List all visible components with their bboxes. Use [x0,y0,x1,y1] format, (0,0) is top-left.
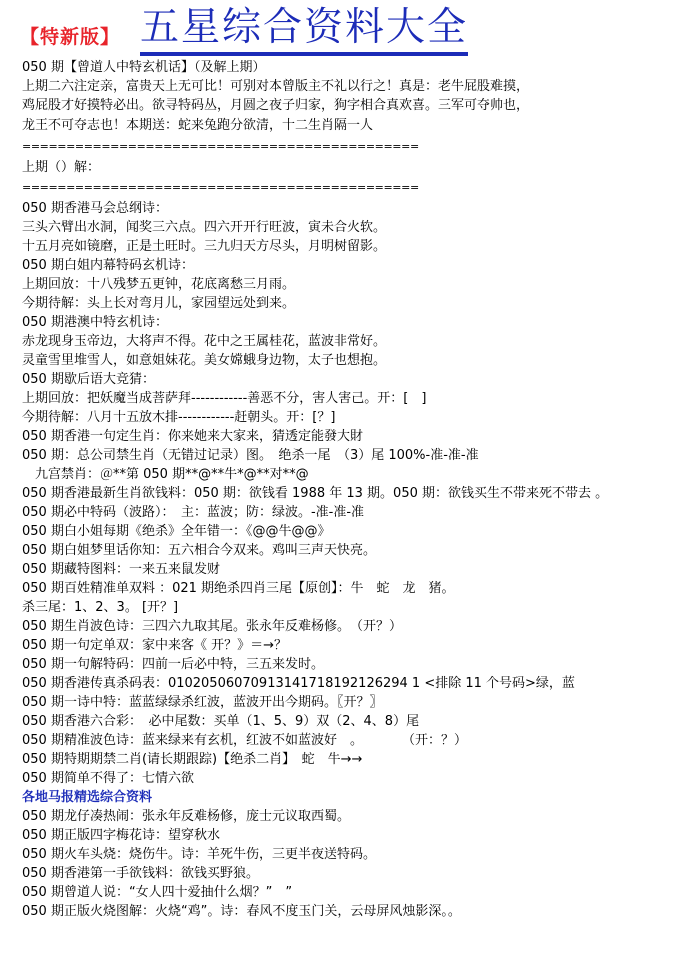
text-line: 鸡屁股才好摸特必出。欲寻特码丛，月圆之夜子归家，狗字相合真欢喜。三军可夺帅也， [22,98,530,113]
separator-line: ============================================= [22,181,419,194]
text-line: 龙王不可夺志也！本期送：蛇来兔跑分欲清，十二生肖隔一人 [22,118,374,133]
text-line: 050 期火车头烧：烧伤牛。诗：羊死牛伤，三更半夜送特码。 [22,847,376,862]
document-body [22,58,687,921]
text-line: 050 期正版火烧图解：火烧“鸡”。诗：春风不度玉门关，云母屏风烛影深。。 [22,904,461,919]
text-line: 050 期百姓精准单双料 ：021 期绝杀四肖三尾【原创】：牛 蛇 龙 猪。 [22,581,455,596]
text-line: 上期（）解： [22,160,101,175]
text-line: 050 期一诗中特：蓝蓝绿绿杀红波，蓝波开出今期码。〖开？〗 [22,695,383,710]
text-line: 050 期香港一句定生肖：你来她来大家来，猜透定能發大財 [22,429,363,444]
text-line: 050 期精准波色诗：蓝来绿来有玄机，红波不如蓝波好 。 （开：？） [22,733,467,748]
text-line: 050 期歇后语大竞猜： [22,372,155,387]
text-line: 050 期曾道人说：“女人四十爱抽什么烟？” ” [22,885,293,900]
page-header [0,0,690,60]
text-line: 今期待解：八月十五放木排------------赶朝头。开：[？] [22,410,336,425]
text-line: 050 期【曾道人中特玄机话】（及解上期） [22,60,266,75]
text-line: 050 期正版四字梅花诗：望穿秋水 [22,828,220,843]
text-line: 050 期一句解特码：四前一后必中特，三五来发时。 [22,657,324,672]
text-line: 杀三尾：1、2、3。 [开？] [22,600,179,615]
page-title: 五星综合资料大全 [140,6,468,56]
text-line: 050 期藏特图料：一来五来鼠发财 [22,562,220,577]
text-line: 050 期香港第一手欲钱料：欲钱买野狼。 [22,866,259,881]
text-line: 今期待解：头上长对弯月儿，家园望远处到来。 [22,296,296,311]
text-line: 上期回放：把妖魔当成菩萨拜------------善恶不分，害人害己。开：[ ] [22,391,427,406]
section-heading: 各地马报精选综合资料 [22,790,153,805]
text-line: 上期回放：十八残梦五更钟，花底离愁三月雨。 [22,277,296,292]
text-line: 050 期简单不得了：七情六欲 [22,771,194,786]
edition-label: 【特新版】 [20,26,121,48]
text-line: 050 期生肖波色诗：三四六九取其尾。张永年反难杨修。 （开？） [22,619,402,634]
text-line: 050 期港澳中特玄机诗： [22,315,168,330]
text-line: 050 期香港六合彩： 必中尾数：买单（1、5、9）双（2、4、8）尾 [22,714,420,729]
text-line: 三头六臂出水洞，闻奖三六点。四六开开行旺波，寅未合火软。 [22,220,387,235]
text-line: 上期二六注定亲，富贵天上无可比！可别对本曾版主不礼以行之！真是：老牛屁股难摸， [22,79,530,94]
text-line: 赤龙现身玉帝边，大将声不得。花中之王属桂花，蓝波非常好。 [22,334,387,349]
text-line: 050 期一句定单双：家中来客《 开？》＝→？ [22,638,287,653]
text-line: 050 期特期期禁二肖(请长期跟踪)【绝杀二肖】 蛇 牛→→ [22,752,363,767]
text-line: 050 期香港马会总纲诗： [22,201,168,216]
text-line: 九宫禁肖：＠**第 050 期**@**牛*@**对**@ [22,467,309,482]
text-line: 050 期白姐内幕特码玄机诗： [22,258,194,273]
text-line: 灵童雪里堆雪人，如意姐妹花。美女嫦蛾身边物，太子也想抱。 [22,353,387,368]
text-line: 十五月亮如镜磨，正是土旺时。三九归天方尽头，月明树留影。 [22,239,387,254]
text-line: 050 期白小姐每期《绝杀》全年错一：《@@牛@@》 [22,524,331,539]
text-line: 050 期：总公司禁生肖（无错过记录）图。 绝杀一尾 （3）尾 100%-准-准-准 [22,448,479,463]
text-line: 050 期必中特码（波路）： 主：蓝波；防：绿波。-准-准-准 [22,505,365,520]
separator-line: ============================================= [22,140,419,153]
text-line: 050 期香港最新生肖欲钱料：050 期：欲钱看 1988 年 13 期。050 期：欲钱买生不带来死不带去 。 [22,486,609,501]
text-line: 050 期香港传真杀码表：01020506070913141718192126294 1 <排除 11 个号码>绿，蓝 [22,676,575,691]
text-line: 050 期龙仔凑热闹：张永年反难杨修，庞士元议取西蜀。 [22,809,350,824]
text-line: 050 期白姐梦里话你知：五六相合今双来。鸡叫三声天快亮。 [22,543,376,558]
